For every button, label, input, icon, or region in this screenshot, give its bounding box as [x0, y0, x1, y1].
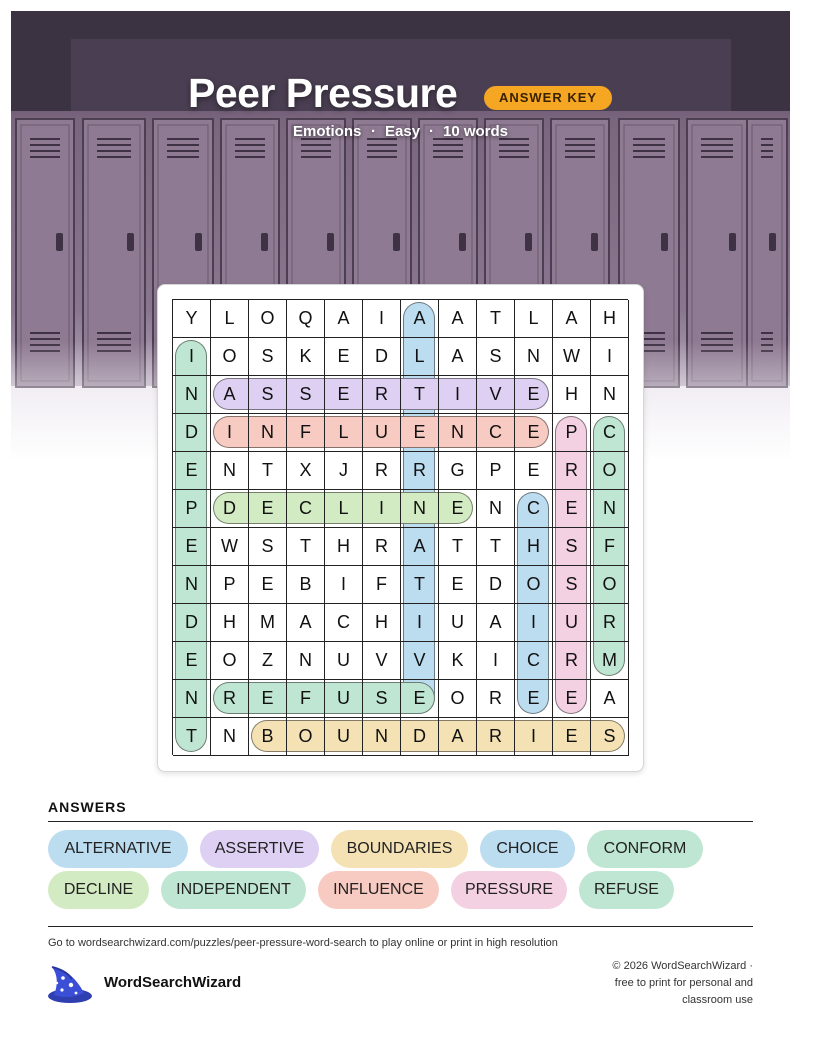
- answer-pill: CHOICE: [480, 830, 575, 868]
- answer-key-badge: ANSWER KEY: [484, 86, 612, 110]
- grid-cell: V: [401, 642, 439, 680]
- grid-cell: I: [173, 338, 211, 376]
- grid-cell: H: [591, 300, 629, 338]
- answer-pill: ASSERTIVE: [200, 830, 319, 868]
- grid-cell: K: [287, 338, 325, 376]
- answer-pill: ALTERNATIVE: [48, 830, 188, 868]
- grid-cell: A: [325, 300, 363, 338]
- divider: [48, 926, 753, 927]
- grid-cell: L: [325, 414, 363, 452]
- grid-cell: V: [363, 642, 401, 680]
- grid-cell: N: [287, 642, 325, 680]
- copyright-notice: [553, 958, 753, 1009]
- grid-cell: W: [211, 528, 249, 566]
- grid-cell: C: [515, 642, 553, 680]
- grid-cell: R: [363, 452, 401, 490]
- grid-cell: C: [477, 414, 515, 452]
- grid-cell: H: [363, 604, 401, 642]
- answer-pill: BOUNDARIES: [331, 830, 468, 868]
- grid-cell: Q: [287, 300, 325, 338]
- grid-cell: E: [515, 414, 553, 452]
- grid-cell: D: [173, 414, 211, 452]
- grid-cell: N: [401, 490, 439, 528]
- play-online-note: Go to wordsearchwizard.com/puzzles/peer-pressure-word-search to play online or print in high resolution: [48, 937, 558, 949]
- grid-cell: K: [439, 642, 477, 680]
- answer-pill: INDEPENDENT: [161, 871, 306, 909]
- grid-cell: O: [287, 718, 325, 756]
- grid-cell: S: [249, 528, 287, 566]
- grid-cell: E: [553, 490, 591, 528]
- grid-cell: R: [211, 680, 249, 718]
- answer-pill: CONFORM: [587, 830, 703, 868]
- grid-cell: C: [287, 490, 325, 528]
- grid-cell: Y: [173, 300, 211, 338]
- grid-cell: U: [439, 604, 477, 642]
- grid-cell: I: [401, 604, 439, 642]
- grid-cell: W: [553, 338, 591, 376]
- grid-cell: C: [325, 604, 363, 642]
- word-count-label: 10 words: [443, 123, 509, 140]
- grid-cell: N: [363, 718, 401, 756]
- grid-cell: D: [401, 718, 439, 756]
- grid-cell: D: [173, 604, 211, 642]
- grid-cell: V: [477, 376, 515, 414]
- grid-cell: N: [591, 490, 629, 528]
- grid-cell: J: [325, 452, 363, 490]
- grid-cell: U: [325, 680, 363, 718]
- grid-cell: H: [515, 528, 553, 566]
- wizard-hat-logo-icon: [46, 963, 94, 1005]
- answer-pill: PRESSURE: [451, 871, 567, 909]
- grid-cell: B: [287, 566, 325, 604]
- grid-cell: M: [591, 642, 629, 680]
- grid-cell: C: [591, 414, 629, 452]
- grid-cell: L: [211, 300, 249, 338]
- grid-cell: A: [287, 604, 325, 642]
- grid-cell: I: [477, 642, 515, 680]
- grid-cell: E: [553, 718, 591, 756]
- grid-cell: S: [553, 566, 591, 604]
- grid-cell: A: [439, 300, 477, 338]
- grid-cell: S: [363, 680, 401, 718]
- grid-cell: E: [249, 680, 287, 718]
- grid-cell: E: [439, 566, 477, 604]
- grid-cell: I: [325, 566, 363, 604]
- grid-cell: I: [515, 718, 553, 756]
- answers-heading: ANSWERS: [48, 799, 127, 815]
- meta-separator: ·: [429, 123, 434, 140]
- grid-cell: A: [553, 300, 591, 338]
- grid-cell: S: [287, 376, 325, 414]
- grid-cell: N: [173, 566, 211, 604]
- grid-cell: O: [211, 642, 249, 680]
- grid-cell: I: [515, 604, 553, 642]
- grid-cell: L: [515, 300, 553, 338]
- grid-cell: H: [211, 604, 249, 642]
- grid-cell: E: [515, 452, 553, 490]
- grid-cell: F: [287, 414, 325, 452]
- grid-cell: R: [401, 452, 439, 490]
- grid-cell: S: [249, 338, 287, 376]
- grid-cell: X: [287, 452, 325, 490]
- grid-cell: P: [477, 452, 515, 490]
- grid-cell: U: [553, 604, 591, 642]
- grid-cell: A: [211, 376, 249, 414]
- grid-cell: A: [401, 300, 439, 338]
- grid-cell: Z: [249, 642, 287, 680]
- grid-cell: P: [211, 566, 249, 604]
- grid-cell: E: [515, 376, 553, 414]
- answer-pill: DECLINE: [48, 871, 149, 909]
- grid-cell: H: [325, 528, 363, 566]
- grid-cell: E: [553, 680, 591, 718]
- grid-cell: F: [287, 680, 325, 718]
- grid-cell: F: [591, 528, 629, 566]
- grid-cell: N: [173, 680, 211, 718]
- grid-cell: N: [591, 376, 629, 414]
- grid-cell: N: [477, 490, 515, 528]
- grid-cell: A: [439, 718, 477, 756]
- grid-cell: T: [477, 528, 515, 566]
- grid-cell: I: [439, 376, 477, 414]
- grid-cell: E: [173, 528, 211, 566]
- grid-cell: A: [477, 604, 515, 642]
- grid-cell: E: [249, 566, 287, 604]
- grid-cell: O: [591, 566, 629, 604]
- grid-cell: G: [439, 452, 477, 490]
- grid-cell: D: [363, 338, 401, 376]
- grid-cell: U: [325, 642, 363, 680]
- grid-cell: L: [325, 490, 363, 528]
- grid-cell: P: [173, 490, 211, 528]
- grid-cell: U: [325, 718, 363, 756]
- grid-cell: N: [173, 376, 211, 414]
- grid-cell: I: [363, 300, 401, 338]
- brand-name: WordSearchWizard: [104, 974, 242, 991]
- grid-cell: D: [211, 490, 249, 528]
- grid-cell: D: [477, 566, 515, 604]
- grid-cell: O: [515, 566, 553, 604]
- grid-cell: S: [477, 338, 515, 376]
- grid-cell: E: [325, 338, 363, 376]
- grid-cell: E: [249, 490, 287, 528]
- grid-cell: E: [515, 680, 553, 718]
- grid-cell: C: [515, 490, 553, 528]
- grid-cell: H: [553, 376, 591, 414]
- grid-cell: E: [439, 490, 477, 528]
- copyright-line: classroom use: [682, 994, 753, 1006]
- grid-cell: I: [363, 490, 401, 528]
- grid-cell: A: [591, 680, 629, 718]
- grid-cell: R: [553, 452, 591, 490]
- letter-grid: [172, 299, 628, 755]
- grid-cell: R: [363, 528, 401, 566]
- grid-cell: M: [249, 604, 287, 642]
- grid-cell: T: [287, 528, 325, 566]
- grid-cell: P: [553, 414, 591, 452]
- grid-cell: N: [439, 414, 477, 452]
- grid-cell: S: [591, 718, 629, 756]
- grid-cell: A: [439, 338, 477, 376]
- grid-cell: E: [173, 642, 211, 680]
- grid-cell: O: [439, 680, 477, 718]
- grid-cell: N: [515, 338, 553, 376]
- grid-cell: O: [591, 452, 629, 490]
- grid-cell: N: [211, 718, 249, 756]
- grid-cell: T: [477, 300, 515, 338]
- category-label: Emotions: [293, 123, 362, 140]
- grid-cell: O: [211, 338, 249, 376]
- divider: [48, 821, 753, 822]
- grid-cell: S: [553, 528, 591, 566]
- page-title: Peer Pressure: [188, 70, 458, 116]
- grid-cell: E: [173, 452, 211, 490]
- grid-cell: B: [249, 718, 287, 756]
- answer-pill: INFLUENCE: [318, 871, 439, 909]
- difficulty-label: Easy: [385, 123, 421, 140]
- grid-cell: R: [477, 718, 515, 756]
- meta-separator: ·: [371, 123, 376, 140]
- grid-cell: A: [401, 528, 439, 566]
- grid-cell: E: [401, 414, 439, 452]
- grid-cell: I: [211, 414, 249, 452]
- grid-cell: R: [477, 680, 515, 718]
- answer-pill: REFUSE: [579, 871, 674, 909]
- grid-cell: R: [363, 376, 401, 414]
- grid-cell: I: [591, 338, 629, 376]
- copyright-line: free to print for personal and: [614, 977, 753, 989]
- grid-cell: N: [211, 452, 249, 490]
- grid-cell: E: [325, 376, 363, 414]
- copyright-line: © 2026 WordSearchWizard ·: [612, 960, 753, 972]
- grid-cell: S: [249, 376, 287, 414]
- grid-cell: L: [401, 338, 439, 376]
- grid-cell: T: [173, 718, 211, 756]
- grid-cell: R: [591, 604, 629, 642]
- grid-cell: R: [553, 642, 591, 680]
- grid-cell: T: [401, 566, 439, 604]
- grid-cell: T: [401, 376, 439, 414]
- grid-cell: F: [363, 566, 401, 604]
- grid-cell: T: [439, 528, 477, 566]
- grid-cell: N: [249, 414, 287, 452]
- grid-cell: O: [249, 300, 287, 338]
- grid-cell: U: [363, 414, 401, 452]
- grid-cell: T: [249, 452, 287, 490]
- grid-cell: E: [401, 680, 439, 718]
